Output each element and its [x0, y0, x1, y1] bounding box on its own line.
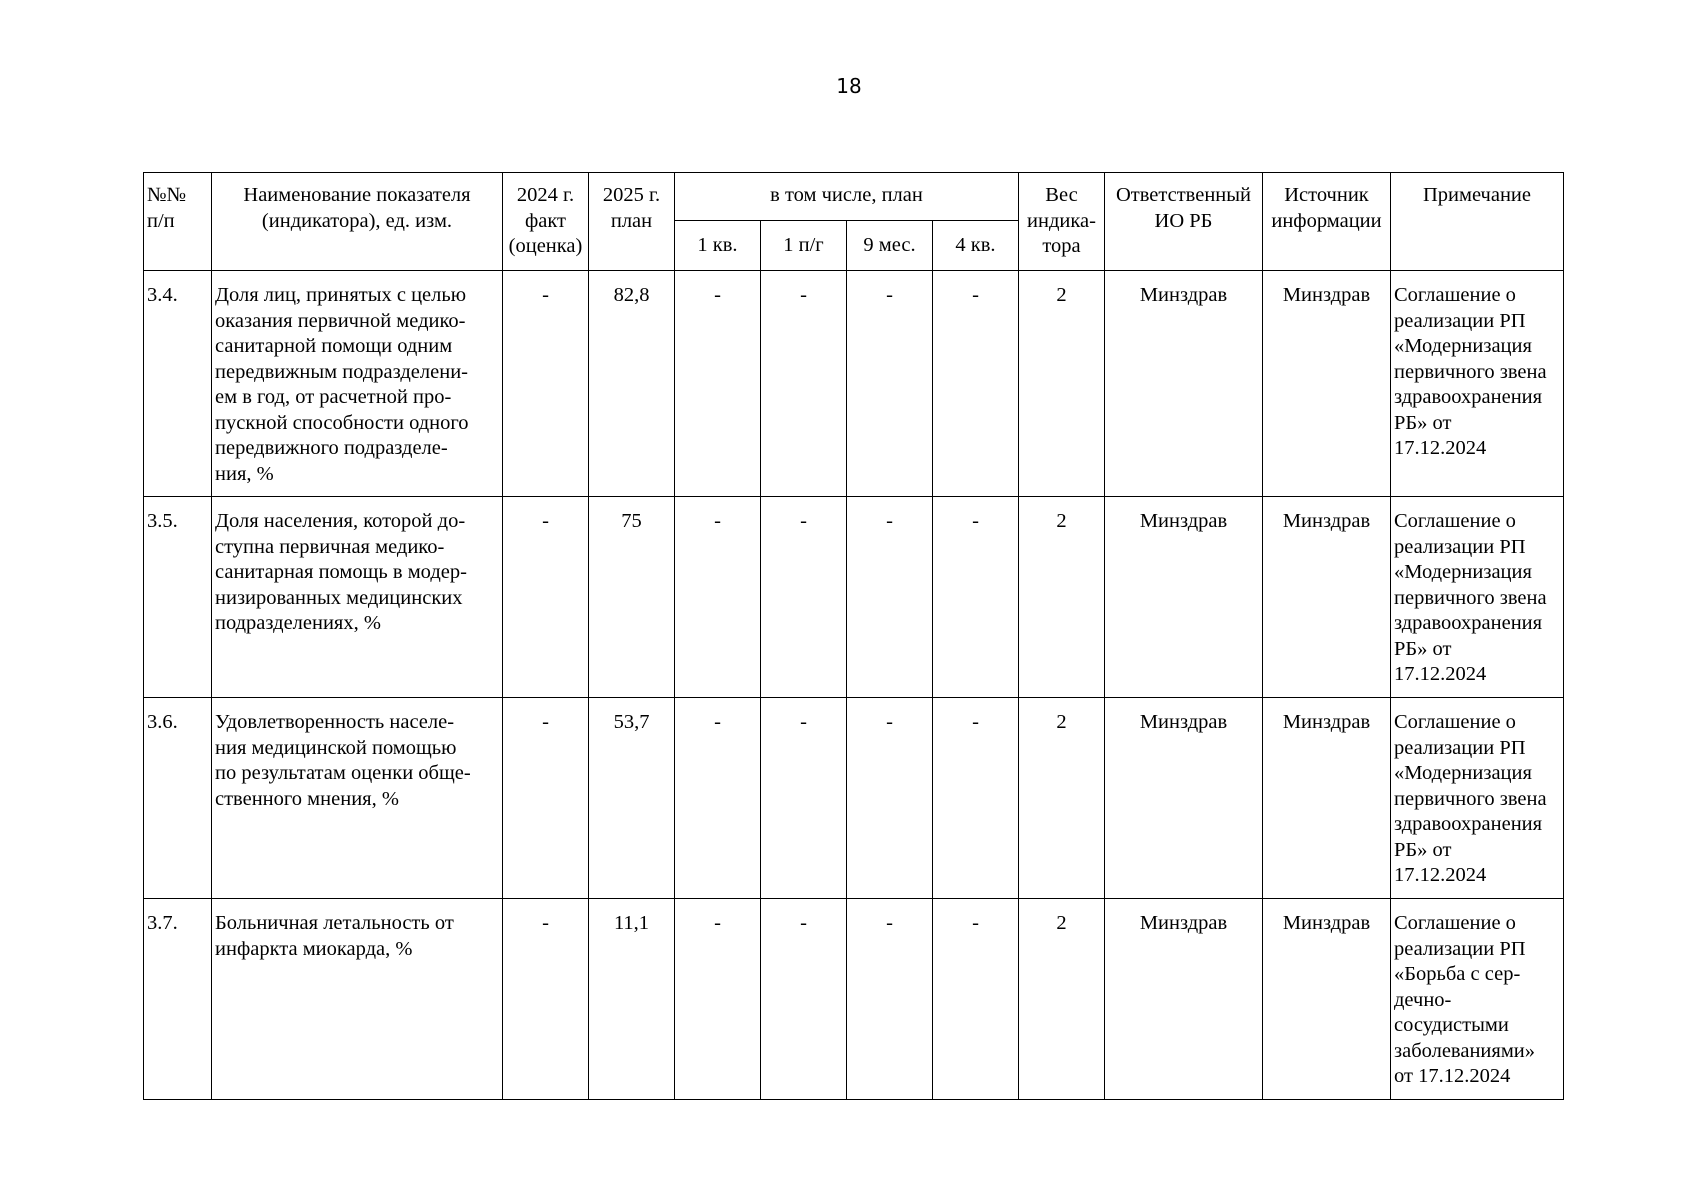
header-9m: 9 мес. [847, 221, 933, 271]
page-number: 18 [836, 74, 862, 98]
header-num: №№ п/п [144, 173, 212, 271]
row-responsible: Минздрав [1105, 271, 1263, 497]
header-plan-2025: 2025 г. план [589, 173, 675, 271]
header-q1: 1 кв. [675, 221, 761, 271]
row-responsible: Минздрав [1105, 698, 1263, 899]
row-q1: - [675, 899, 761, 1100]
row-num: 3.6. [144, 698, 212, 899]
header-responsible: Ответственный ИО РБ [1105, 173, 1263, 271]
row-q4: - [933, 271, 1019, 497]
table-row [144, 698, 1564, 899]
row-num: 3.4. [144, 271, 212, 497]
row-num: 3.5. [144, 497, 212, 698]
row-weight: 2 [1019, 271, 1105, 497]
row-9m: - [847, 899, 933, 1100]
row-name: Удовлетворенность населе- ния медицинской помощью по результатам оценки обще- ственного мнения, % [212, 698, 503, 899]
header-including-plan: в том числе, план [675, 173, 1019, 221]
row-weight: 2 [1019, 899, 1105, 1100]
row-weight: 2 [1019, 497, 1105, 698]
row-weight: 2 [1019, 698, 1105, 899]
row-responsible: Минздрав [1105, 899, 1263, 1100]
header-h1: 1 п/г [761, 221, 847, 271]
row-source: Минздрав [1263, 698, 1391, 899]
row-9m: - [847, 698, 933, 899]
row-9m: - [847, 497, 933, 698]
row-num: 3.7. [144, 899, 212, 1100]
row-name: Доля населения, которой до- ступна первичная медико- санитарная помощь в модер- низированных медицинских подразделениях, % [212, 497, 503, 698]
row-q4: - [933, 497, 1019, 698]
row-plan-2025: 53,7 [589, 698, 675, 899]
row-fact-2024: - [503, 271, 589, 497]
row-fact-2024: - [503, 698, 589, 899]
header-q4: 4 кв. [933, 221, 1019, 271]
header-source: Источник информации [1263, 173, 1391, 271]
row-fact-2024: - [503, 899, 589, 1100]
header-name: Наименование показателя (индикатора), ед. изм. [212, 173, 503, 271]
row-plan-2025: 11,1 [589, 899, 675, 1100]
row-source: Минздрав [1263, 497, 1391, 698]
row-note: Соглашение о реализации РП «Борьба с сер- дечно- сосудистыми заболеваниями» от 17.12.2024 [1391, 899, 1564, 1100]
header-note: Примечание [1391, 173, 1564, 271]
row-plan-2025: 82,8 [589, 271, 675, 497]
row-note: Соглашение о реализации РП «Модернизация первичного звена здравоохранения РБ» от 17.12.2024 [1391, 698, 1564, 899]
table-row [144, 497, 1564, 698]
row-q4: - [933, 899, 1019, 1100]
row-source: Минздрав [1263, 899, 1391, 1100]
row-note: Соглашение о реализации РП «Модернизация первичного звена здравоохранения РБ» от 17.12.2024 [1391, 271, 1564, 497]
row-responsible: Минздрав [1105, 497, 1263, 698]
row-q1: - [675, 271, 761, 497]
indicators-table [143, 172, 1564, 1100]
header-fact-2024: 2024 г. факт (оценка) [503, 173, 589, 271]
row-h1: - [761, 497, 847, 698]
row-9m: - [847, 271, 933, 497]
row-plan-2025: 75 [589, 497, 675, 698]
table-row [144, 271, 1564, 497]
row-fact-2024: - [503, 497, 589, 698]
row-note: Соглашение о реализации РП «Модернизация первичного звена здравоохранения РБ» от 17.12.2024 [1391, 497, 1564, 698]
header-weight: Вес индика- тора [1019, 173, 1105, 271]
row-source: Минздрав [1263, 271, 1391, 497]
row-q1: - [675, 698, 761, 899]
row-h1: - [761, 698, 847, 899]
table-row [144, 899, 1564, 1100]
row-name: Больничная летальность от инфаркта миокарда, % [212, 899, 503, 1100]
row-q1: - [675, 497, 761, 698]
row-name: Доля лиц, принятых с целью оказания первичной медико- санитарной помощи одним передвижным подразделени- ем в год, от расчетной про- пускной способности одного передвижного подразделе- ния, % [212, 271, 503, 497]
header-row [144, 173, 1564, 221]
row-h1: - [761, 899, 847, 1100]
row-h1: - [761, 271, 847, 497]
row-q4: - [933, 698, 1019, 899]
